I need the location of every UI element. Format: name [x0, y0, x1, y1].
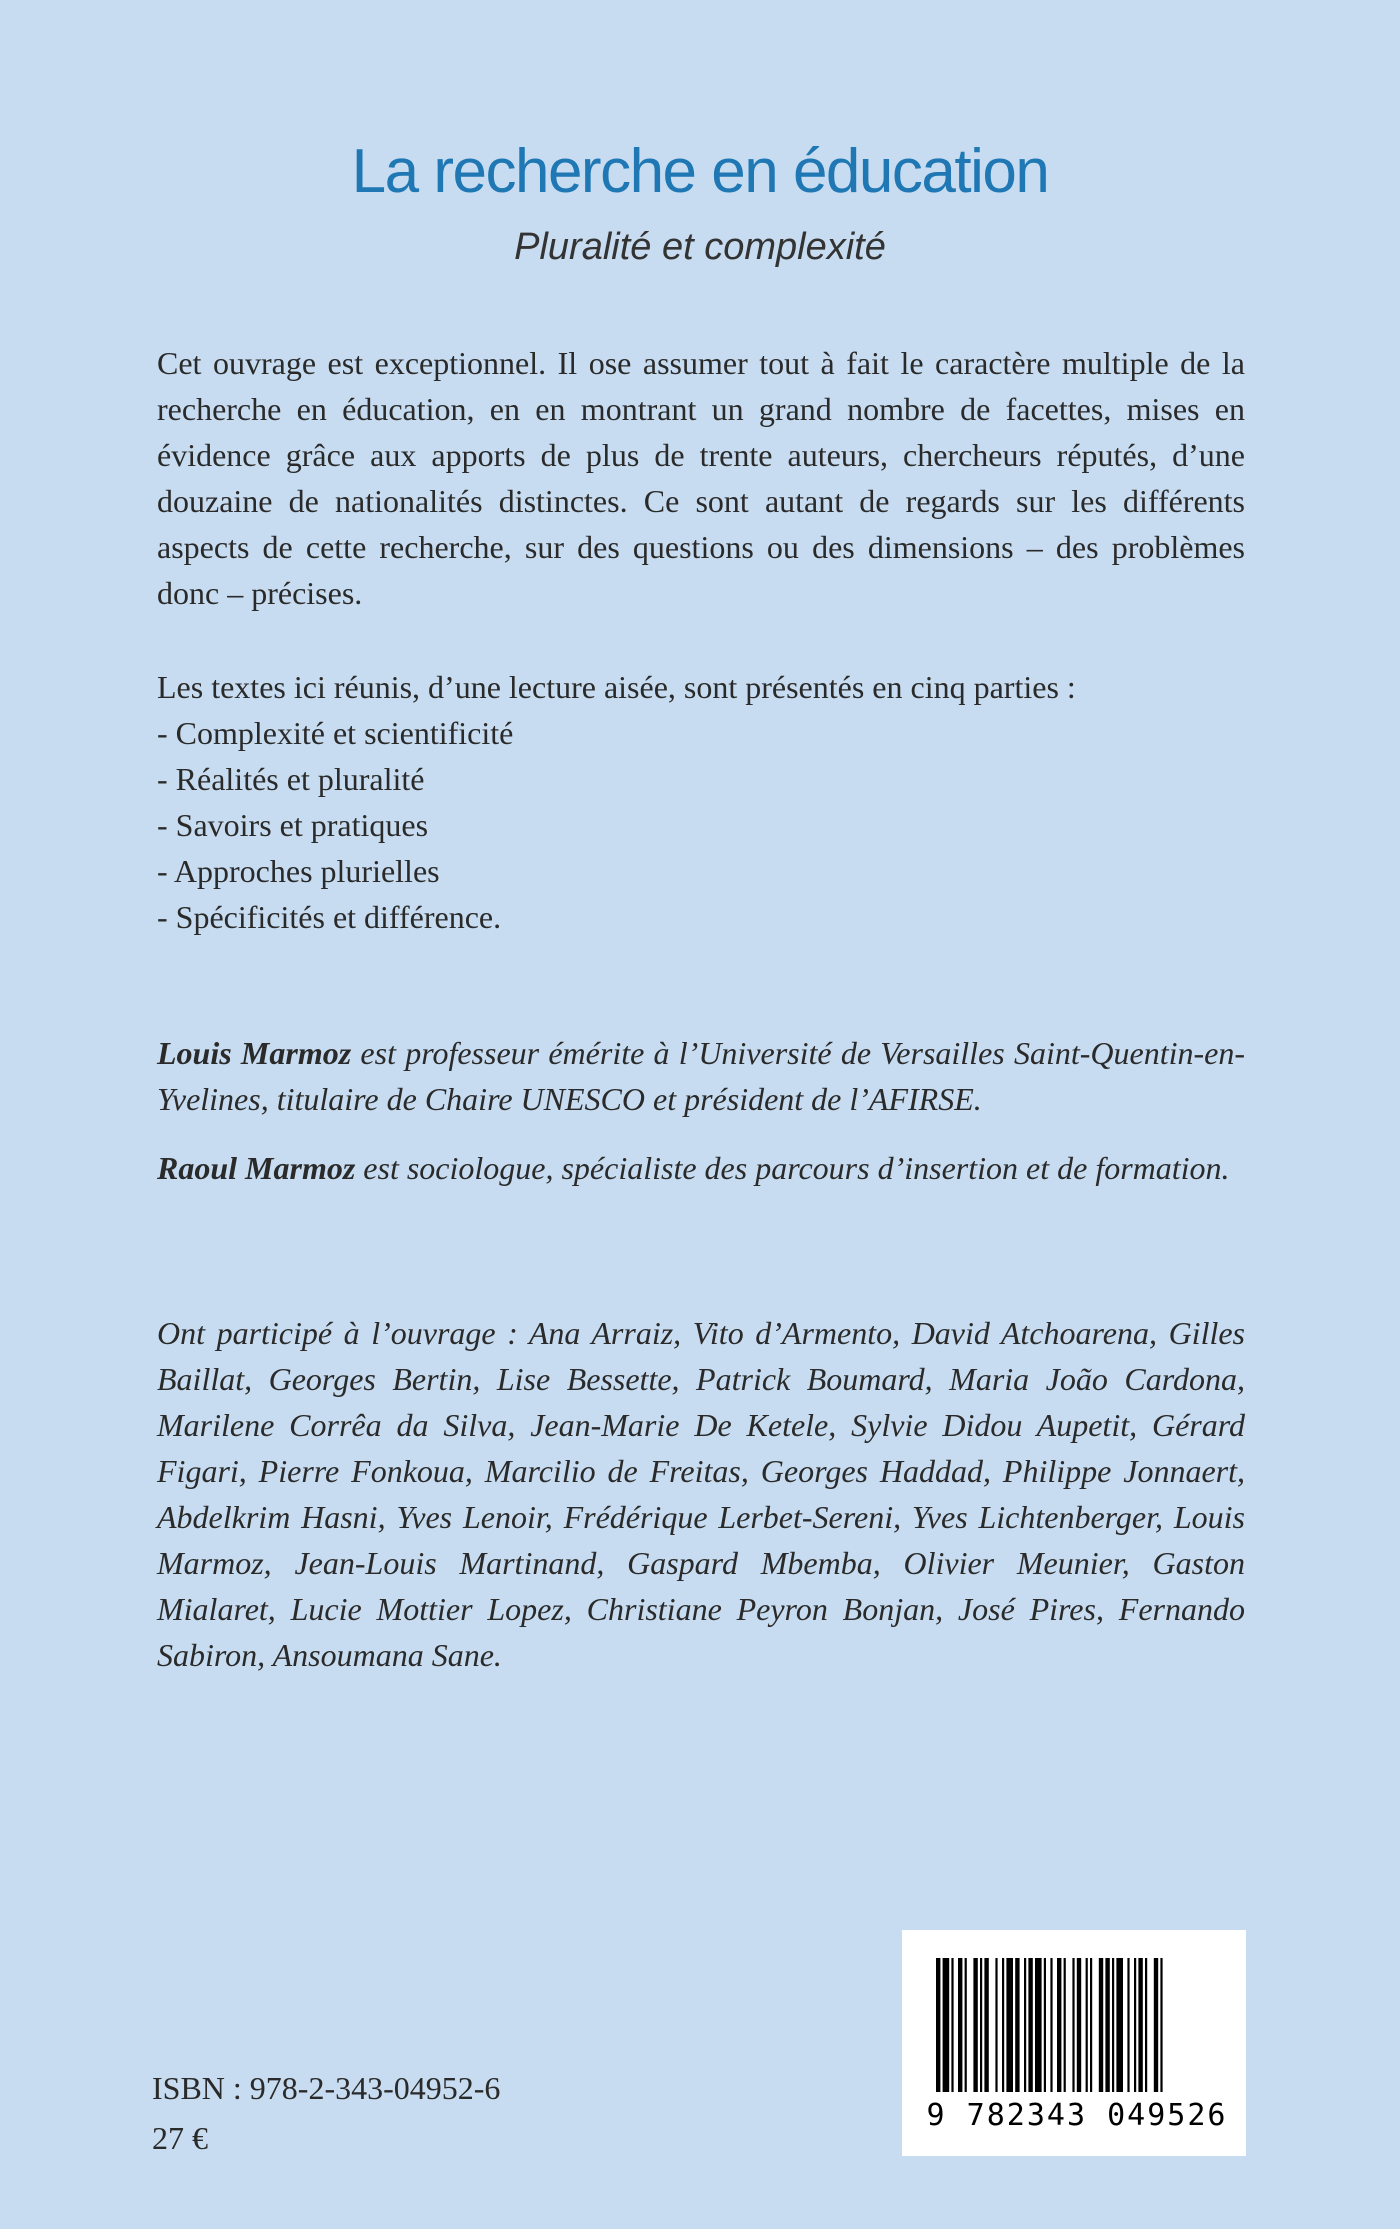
- parts-intro: Les textes ici réunis, d’une lecture aisée, sont présentés en cinq parties :: [157, 669, 1076, 705]
- barcode-bar: [1028, 1958, 1032, 2092]
- barcode-bar: [984, 1958, 988, 2092]
- barcode-bar: [1127, 1958, 1129, 2092]
- barcode-bar: [1160, 1958, 1162, 2092]
- barcode-bar: [1035, 1958, 1042, 2092]
- barcode-bar: [1072, 1958, 1074, 2092]
- author-name: Louis Marmoz: [157, 1035, 352, 1071]
- barcode-bar: [980, 1958, 982, 2092]
- book-subtitle: Pluralité et complexité: [514, 226, 886, 268]
- barcode-bar: [943, 1958, 950, 2092]
- barcode-bar: [1015, 1958, 1019, 2092]
- barcode-bar: [1002, 1958, 1004, 2092]
- book-title: La recherche en éducation: [351, 137, 1049, 206]
- barcode-bar: [936, 1958, 940, 2092]
- list-item: - Réalités et pluralité: [157, 761, 425, 797]
- summary-paragraph: Cet ouvrage est exceptionnel. Il ose assumer tout à fait le caractère multiple de la recherche en éducation, en en montrant un grand nombre de facettes, mises en évidence grâce aux apports de plus de trente auteurs, chercheurs réputés, d’une douzaine de nationalités distinctes. Ce sont autant de regards sur les différents aspects de cette recherche, sur des questions ou des dimensions – des problèmes donc – précises.: [157, 345, 1245, 611]
- barcode-bar: [1006, 1958, 1013, 2092]
- list-item: - Approches plurielles: [157, 853, 440, 889]
- barcode-digits: 9 782343 049526: [926, 2098, 1228, 2133]
- barcode-bar: [995, 1958, 997, 2092]
- barcode-bar: [1154, 1958, 1158, 2092]
- barcode-bar: [1105, 1958, 1109, 2092]
- barcode-bar: [951, 1958, 953, 2092]
- barcode-bar: [1086, 1958, 1088, 2092]
- barcode-bar: [1044, 1958, 1046, 2092]
- author-bio: [157, 1030, 1245, 1122]
- barcode-bar: [1116, 1958, 1123, 2092]
- barcode-bar: [1099, 1958, 1103, 2092]
- barcode-bar: [1112, 1958, 1114, 2092]
- author-bio: [157, 1145, 1245, 1191]
- barcode-bar: [1064, 1958, 1066, 2092]
- contributors-paragraph: Ont participé à l’ouvrage : Ana Arraiz, Vito d’Armento, David Atchoarena, Gilles Baillat, Georges Bertin, Lise Bessette, Patrick Boumard, Maria João Cardona, Marilene Corrêa da Silva, Jean-Marie De Ketele, Sylvie Didou Aupetit, Gérard Figari, Pierre Fonkoua, Marcilio de Freitas, Georges Haddad, Philippe Jonnaert, Abdelkrim Hasni, Yves Lenoir, Frédérique Lerbet-Sereni, Yves Lichtenberger, Louis Marmoz, Jean-Louis Martinand, Gaspard Mbemba, Olivier Meunier, Gaston Mialaret, Lucie Mottier Lopez, Christiane Peyron Bonjan, José Pires, Fernando Sabiron, Ansoumana Sane.: [157, 1315, 1245, 1673]
- authors-section: [157, 1030, 1245, 1214]
- price: 27 €: [152, 2120, 208, 2156]
- barcode-bar: [965, 1958, 967, 2092]
- barcode-bar: [1050, 1958, 1052, 2092]
- list-item: - Savoirs et pratiques: [157, 807, 429, 843]
- parts-list: [157, 710, 1245, 940]
- list-item: - Spécificités et différence.: [157, 899, 502, 935]
- barcode-bar: [1024, 1958, 1026, 2092]
- list-item: - Complexité et scientificité: [157, 715, 514, 751]
- author-name: Raoul Marmoz: [157, 1150, 356, 1186]
- parts-section: [157, 664, 1245, 940]
- barcode-bar: [973, 1958, 977, 2092]
- barcode-bar: [1145, 1958, 1147, 2092]
- isbn: ISBN : 978-2-343-04952-6: [152, 2070, 501, 2106]
- barcode-bar: [1077, 1958, 1081, 2092]
- barcode-bar: [1090, 1958, 1092, 2092]
- author-description: est professeur émérite à l’Université de Versailles Saint-Quentin-en-Yvelines, titulaire de Chaire UNESCO et président de l’AFIRSE.: [157, 1035, 1245, 1117]
- barcode-bar: [1138, 1958, 1142, 2092]
- barcode: [902, 1930, 1246, 2156]
- barcode-bar: [1057, 1958, 1061, 2092]
- barcode-bar: [958, 1958, 962, 2092]
- author-description: est sociologue, spécialiste des parcours d’insertion et de formation.: [355, 1150, 1230, 1186]
- barcode-bar: [1134, 1958, 1136, 2092]
